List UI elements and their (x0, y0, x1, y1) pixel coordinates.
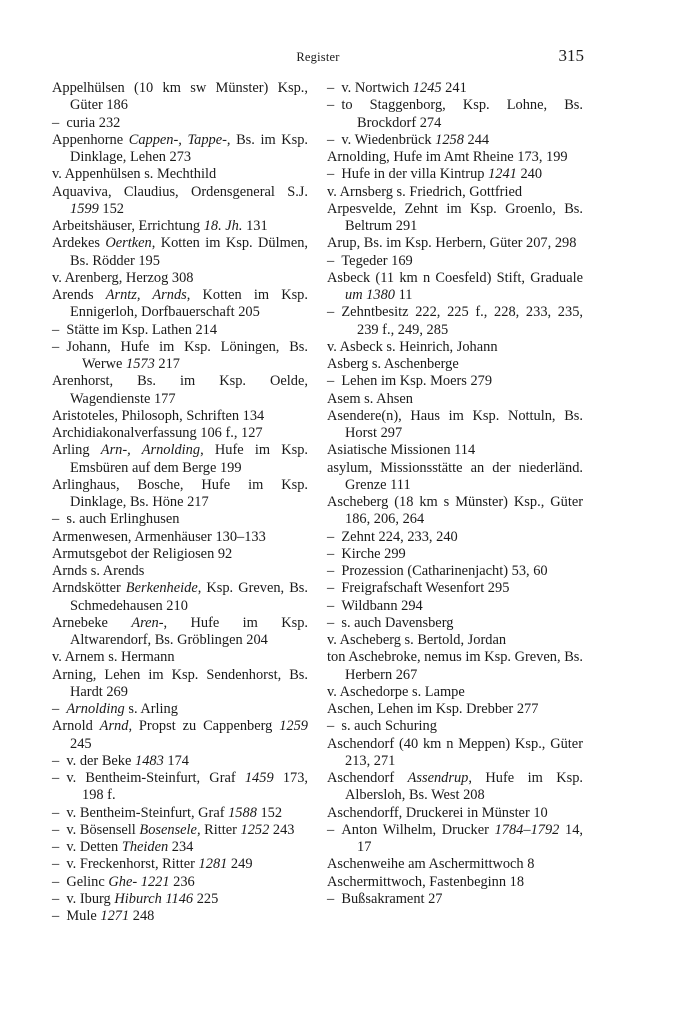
index-entry (52, 718, 308, 753)
text-segment: s. auch Erlinghusen (66, 511, 180, 528)
index-subentry (52, 339, 308, 374)
index-column-left (52, 80, 308, 925)
italic-segment: 1271 (100, 908, 130, 924)
text-segment: s. auch Schuring (341, 718, 437, 735)
subentry-dash: – (327, 131, 342, 148)
text-segment: Arnold (52, 718, 100, 735)
italic-segment: 1245 (412, 80, 442, 96)
index-subentry (52, 908, 308, 925)
text-segment: , Hufe im Ksp. Emsbüren auf dem Berge 199 (70, 442, 308, 476)
subentry-dash: – (52, 821, 67, 838)
italic-segment: Ghe- (108, 873, 138, 890)
text-segment: Arlinghaus, Bosche, Hufe im Ksp. Dinklage, Bs. Höne 217 (52, 476, 308, 510)
italic-segment: 1241 (488, 166, 517, 183)
index-subentry (52, 891, 308, 908)
text-segment: Zehntbesitz 222, 225 f., 228, 233, 235, 239 f., 249, 285 (341, 304, 583, 338)
text-segment: Archidiakonalverfassung 106 f., 127 (52, 425, 263, 441)
index-subentry (52, 701, 308, 718)
index-entry (327, 874, 583, 891)
index-entry (327, 770, 583, 805)
index-subentry (52, 805, 308, 822)
italic-segment: um 1380 (345, 287, 395, 303)
text-segment: 11 (394, 287, 413, 303)
text-segment: 245 (70, 735, 92, 752)
text-segment: Asiatische Missionen 114 (327, 442, 476, 459)
italic-segment: 1252 (240, 821, 270, 838)
text-segment: v. Freckenhorst, Ritter (66, 856, 199, 873)
text-segment: Ascheberg (18 km s Münster) Ksp., Güter 186, 206, 264 (327, 494, 583, 528)
text-segment: v. Arenberg, Herzog 308 (52, 269, 194, 286)
index-entry (52, 529, 308, 546)
subentry-dash: – (52, 804, 67, 821)
text-segment: Aschendorf (40 km n Meppen) Ksp., Güter 213, 271 (327, 735, 583, 769)
subentry-dash: – (327, 80, 342, 96)
index-entry (52, 166, 308, 183)
subentry-dash: – (327, 580, 342, 597)
italic-segment: Arnd (99, 718, 129, 735)
text-segment: Asberg s. Aschenberge (327, 356, 459, 372)
text-segment: 225 (193, 890, 219, 907)
text-segment: Appenhorne (52, 131, 129, 148)
text-segment: Armenwesen, Armenhäuser 130–133 (52, 528, 266, 545)
text-segment: Aschendorf (327, 770, 408, 786)
text-segment: , Ritter (196, 821, 241, 838)
text-segment: 236 (169, 873, 195, 890)
text-segment: Stätte im Ksp. Lathen 214 (66, 321, 218, 338)
text-segment: , Hufe im Ksp. Altwarendorf, Bs. Gröblingen 204 (70, 614, 309, 648)
index-entry (52, 563, 308, 580)
text-segment: v. Wiedenbrück (341, 131, 436, 148)
italic-segment: Arnolding (66, 701, 125, 717)
index-entry (52, 425, 308, 442)
index-subentry (52, 753, 308, 770)
subentry-dash: – (52, 701, 67, 717)
text-segment: Arnolding, Hufe im Amt Rheine 173, 199 (327, 149, 568, 165)
index-entry (327, 736, 583, 771)
text-segment: 174 (163, 752, 189, 769)
text-segment: Arends (52, 287, 106, 303)
subentry-dash: – (52, 890, 67, 907)
index-entry (327, 356, 583, 373)
text-segment: Gelinc (66, 873, 109, 890)
text-segment: Kirche 299 (341, 545, 406, 562)
index-subentry (327, 580, 583, 597)
subentry-dash: – (52, 321, 67, 338)
text-segment: 131 (242, 218, 268, 234)
index-entry (327, 442, 583, 459)
text-segment: s. auch Davensberg (341, 614, 454, 631)
text-segment: Aschermittwoch, Fastenbeginn 18 (327, 873, 525, 890)
subentry-dash: – (327, 252, 342, 269)
text-segment: 248 (129, 908, 155, 924)
text-segment: v. Bentheim-Steinfurt, Graf (66, 770, 245, 786)
subentry-dash: – (327, 597, 342, 614)
text-segment: s. Arling (124, 701, 178, 717)
index-entry (52, 667, 308, 702)
index-subentry (327, 598, 583, 615)
text-segment: Bußsakrament 27 (341, 890, 443, 907)
text-segment: 14, 17 (357, 821, 583, 855)
index-entry (52, 580, 308, 615)
italic-segment: 1259 (279, 718, 308, 735)
text-segment: 234 (168, 839, 194, 855)
subentry-dash: – (327, 718, 342, 735)
index-entry (52, 649, 308, 666)
subentry-dash: – (327, 545, 342, 562)
text-segment: 241 (441, 80, 467, 96)
text-segment: Hufe in der villa Kintrup (341, 166, 489, 183)
italic-segment: 1483 (135, 752, 164, 769)
text-segment: 240 (516, 166, 543, 183)
text-segment: Ardekes (52, 235, 106, 252)
page-header (52, 44, 584, 70)
index-entry (327, 184, 583, 201)
index-subentry (327, 97, 583, 132)
italic-segment: 1573 (126, 356, 155, 372)
index-entry (327, 701, 583, 718)
subentry-dash: – (327, 528, 342, 545)
subentry-dash: – (327, 97, 342, 114)
italic-segment: Cappen-, Tappe- (128, 131, 227, 148)
text-segment: Arling (52, 442, 101, 459)
subentry-dash: – (327, 166, 342, 183)
index-subentry (52, 322, 308, 339)
text-segment: curia 232 (66, 114, 121, 131)
subentry-dash: – (52, 839, 67, 855)
text-segment: Asem s. Ahsen (327, 390, 413, 407)
subentry-dash: – (327, 304, 342, 321)
page-number: 315 (558, 46, 584, 65)
text-segment: Appelhülsen (10 km sw Münster) Ksp., Güter 186 (52, 80, 308, 114)
italic-segment: Oertken (105, 235, 152, 252)
index-entry (52, 408, 308, 425)
text-segment: Mule (66, 908, 101, 924)
index-subentry (327, 80, 583, 97)
text-segment: Arbeitshäuser, Errichtung (52, 218, 204, 234)
subentry-dash: – (52, 114, 67, 131)
text-segment: , Kotten im Ksp. Dülmen, Bs. Rödder 195 (70, 235, 308, 269)
subentry-dash: – (52, 338, 67, 355)
subentry-dash: – (52, 873, 67, 890)
index-entry (327, 805, 583, 822)
index-subentry (327, 563, 583, 580)
text-segment: , Ksp. Greven, Bs. Schmedehausen 210 (70, 580, 308, 614)
italic-segment: Theiden (121, 839, 169, 855)
index-entry (327, 649, 583, 684)
text-segment: Aquaviva, Claudius, Ordensgeneral S.J. (52, 183, 308, 200)
text-segment: v. Aschedorpe s. Lampe (327, 683, 465, 700)
subentry-dash: – (327, 890, 342, 907)
index-subentry (327, 132, 583, 149)
index-column-right (327, 80, 583, 908)
index-entry (327, 460, 583, 495)
text-segment: v. Bösensell (66, 821, 140, 838)
text-segment: , Bs. im Ksp. Dinklage, Lehen 273 (70, 131, 309, 165)
index-entry (52, 477, 308, 512)
index-entry (52, 373, 308, 408)
index-subentry (327, 166, 583, 183)
index-entry (52, 132, 308, 167)
index-entry (327, 494, 583, 529)
italic-segment: Aren- (131, 614, 164, 631)
index-entry (52, 184, 308, 219)
index-subentry (327, 718, 583, 735)
italic-segment: 1459 (244, 770, 274, 786)
text-segment: Prozession (Catharinenjacht) 53, 60 (341, 563, 548, 579)
text-segment: v. der Beke (66, 752, 135, 769)
index-entry (327, 339, 583, 356)
subentry-dash: – (327, 614, 342, 631)
text-segment: v. Ascheberg s. Bertold, Jordan (327, 632, 507, 648)
index-subentry (327, 822, 583, 857)
index-subentry (327, 529, 583, 546)
text-segment: Arenhorst, Bs. im Ksp. Oelde, Wagendienste 177 (52, 373, 308, 407)
text-segment: Aschen, Lehen im Ksp. Drebber 277 (327, 701, 539, 717)
index-entry (327, 684, 583, 701)
index-subentry (327, 891, 583, 908)
index-entry (327, 201, 583, 236)
italic-segment: 18. Jh. (203, 218, 243, 234)
index-entry (52, 615, 308, 650)
index-subentry (52, 770, 308, 805)
subentry-dash: – (52, 856, 67, 873)
index-entry (327, 408, 583, 443)
text-segment: Wildbann 294 (341, 597, 423, 614)
index-entry (327, 235, 583, 252)
text-segment: , Kotten im Ksp. Ennigerloh, Dorfbauerschaft 205 (70, 287, 308, 321)
index-subentry (52, 115, 308, 132)
italic-segment: 1221 (140, 873, 170, 890)
italic-segment: 1146 (165, 890, 194, 907)
text-segment: Johann, Hufe im Ksp. Löningen, Bs. Werwe (66, 338, 308, 372)
text-segment: Lehen im Ksp. Moers 279 (341, 373, 493, 390)
text-segment: v. Arnsberg s. Friedrich, Gottfried (327, 183, 523, 200)
text-segment: v. Nortwich (341, 80, 413, 96)
index-subentry (327, 615, 583, 632)
text-segment: , Propst zu Cappenberg (128, 718, 280, 735)
text-segment: Asbeck (11 km n Coesfeld) Stift, Graduale (327, 269, 583, 286)
italic-segment: Assendrup (407, 770, 469, 786)
index-subentry (52, 839, 308, 856)
text-segment: 152 (256, 804, 283, 821)
text-segment: Asendere(n), Haus im Ksp. Nottuln, Bs. Horst 297 (327, 407, 583, 441)
text-segment: asylum, Missionsstätte an der niederländ. Grenze 111 (327, 459, 583, 493)
index-entry (327, 270, 583, 305)
italic-segment: Bosensele (139, 821, 197, 838)
text-segment: 243 (269, 821, 295, 838)
text-segment: Tegeder 169 (341, 252, 413, 269)
text-segment: Arnebeke (52, 614, 132, 631)
index-subentry (52, 822, 308, 839)
italic-segment: 1784–1792 (494, 821, 560, 838)
text-segment: Aschendorff, Druckerei in Münster 10 (327, 804, 548, 821)
index-entry (327, 856, 583, 873)
index-entry (52, 442, 308, 477)
index-subentry (327, 304, 583, 339)
text-segment: v. Asbeck s. Heinrich, Johann (327, 338, 498, 355)
italic-segment: Berkenheide (125, 580, 198, 597)
text-segment: Arnds s. Arends (52, 563, 145, 579)
text-segment: Arup, Bs. im Ksp. Herbern, Güter 207, 298 (327, 235, 577, 252)
text-segment: to Staggenborg, Ksp. Lohne, Bs. Brockdorf 274 (341, 97, 583, 131)
subentry-dash: – (327, 821, 342, 838)
text-segment: Arning, Lehen im Ksp. Sendenhorst, Bs. Hardt 269 (52, 666, 308, 700)
index-subentry (327, 546, 583, 563)
index-subentry (52, 874, 308, 891)
running-head: Register (296, 50, 340, 64)
text-segment: v. Bentheim-Steinfurt, Graf (66, 804, 229, 821)
index-entry (52, 270, 308, 287)
subentry-dash: – (52, 752, 67, 769)
index-entry (327, 391, 583, 408)
italic-segment: Arntz, Arnds (105, 287, 187, 303)
text-segment: Anton Wilhelm, Drucker (341, 821, 495, 838)
index-subentry (52, 511, 308, 528)
text-segment: Armutsgebot der Religiosen 92 (52, 545, 233, 562)
italic-segment: 1588 (228, 804, 257, 821)
subentry-dash: – (52, 511, 67, 528)
text-segment: Arpesvelde, Zehnt im Ksp. Groenlo, Bs. Beltrum 291 (327, 200, 583, 234)
index-entry (52, 546, 308, 563)
text-segment: 244 (463, 131, 490, 148)
index-entry (327, 149, 583, 166)
subentry-dash: – (327, 563, 342, 579)
text-segment: 249 (227, 856, 253, 873)
index-entry (52, 80, 308, 115)
text-segment: v. Arnem s. Hermann (52, 649, 175, 666)
text-segment: , Hufe im Ksp. Albersloh, Bs. West 208 (345, 770, 583, 804)
italic-segment: 1281 (198, 856, 228, 873)
italic-segment: Hiburch (114, 890, 162, 907)
italic-segment: 1599 (70, 200, 99, 217)
text-segment: 152 (98, 200, 124, 217)
index-entry (52, 235, 308, 270)
index-entry (52, 218, 308, 235)
text-segment: v. Detten (66, 839, 122, 855)
subentry-dash: – (327, 373, 342, 390)
text-segment: Aristoteles, Philosoph, Schriften 134 (52, 407, 265, 424)
subentry-dash: – (52, 770, 67, 786)
italic-segment: 1258 (435, 131, 464, 148)
index-subentry (327, 253, 583, 270)
index-subentry (327, 373, 583, 390)
text-segment: v. Iburg (66, 890, 115, 907)
text-segment: Freigrafschaft Wesenfort 295 (341, 580, 510, 597)
text-segment: ton Aschebroke, nemus im Ksp. Greven, Bs. Herbern 267 (327, 649, 583, 683)
text-segment: 217 (154, 356, 180, 372)
text-segment: v. Appenhülsen s. Mechthild (52, 166, 217, 183)
subentry-dash: – (52, 908, 67, 924)
text-segment: Zehnt 224, 233, 240 (341, 528, 458, 545)
italic-segment: Arn-, Arnolding (100, 442, 201, 459)
index-entry (52, 287, 308, 322)
text-segment: Arndskötter (52, 580, 126, 597)
index-entry (327, 632, 583, 649)
text-segment: 173, 198 f. (82, 770, 309, 804)
text-segment: Aschenweihe am Aschermittwoch 8 (327, 856, 535, 873)
index-subentry (52, 856, 308, 873)
